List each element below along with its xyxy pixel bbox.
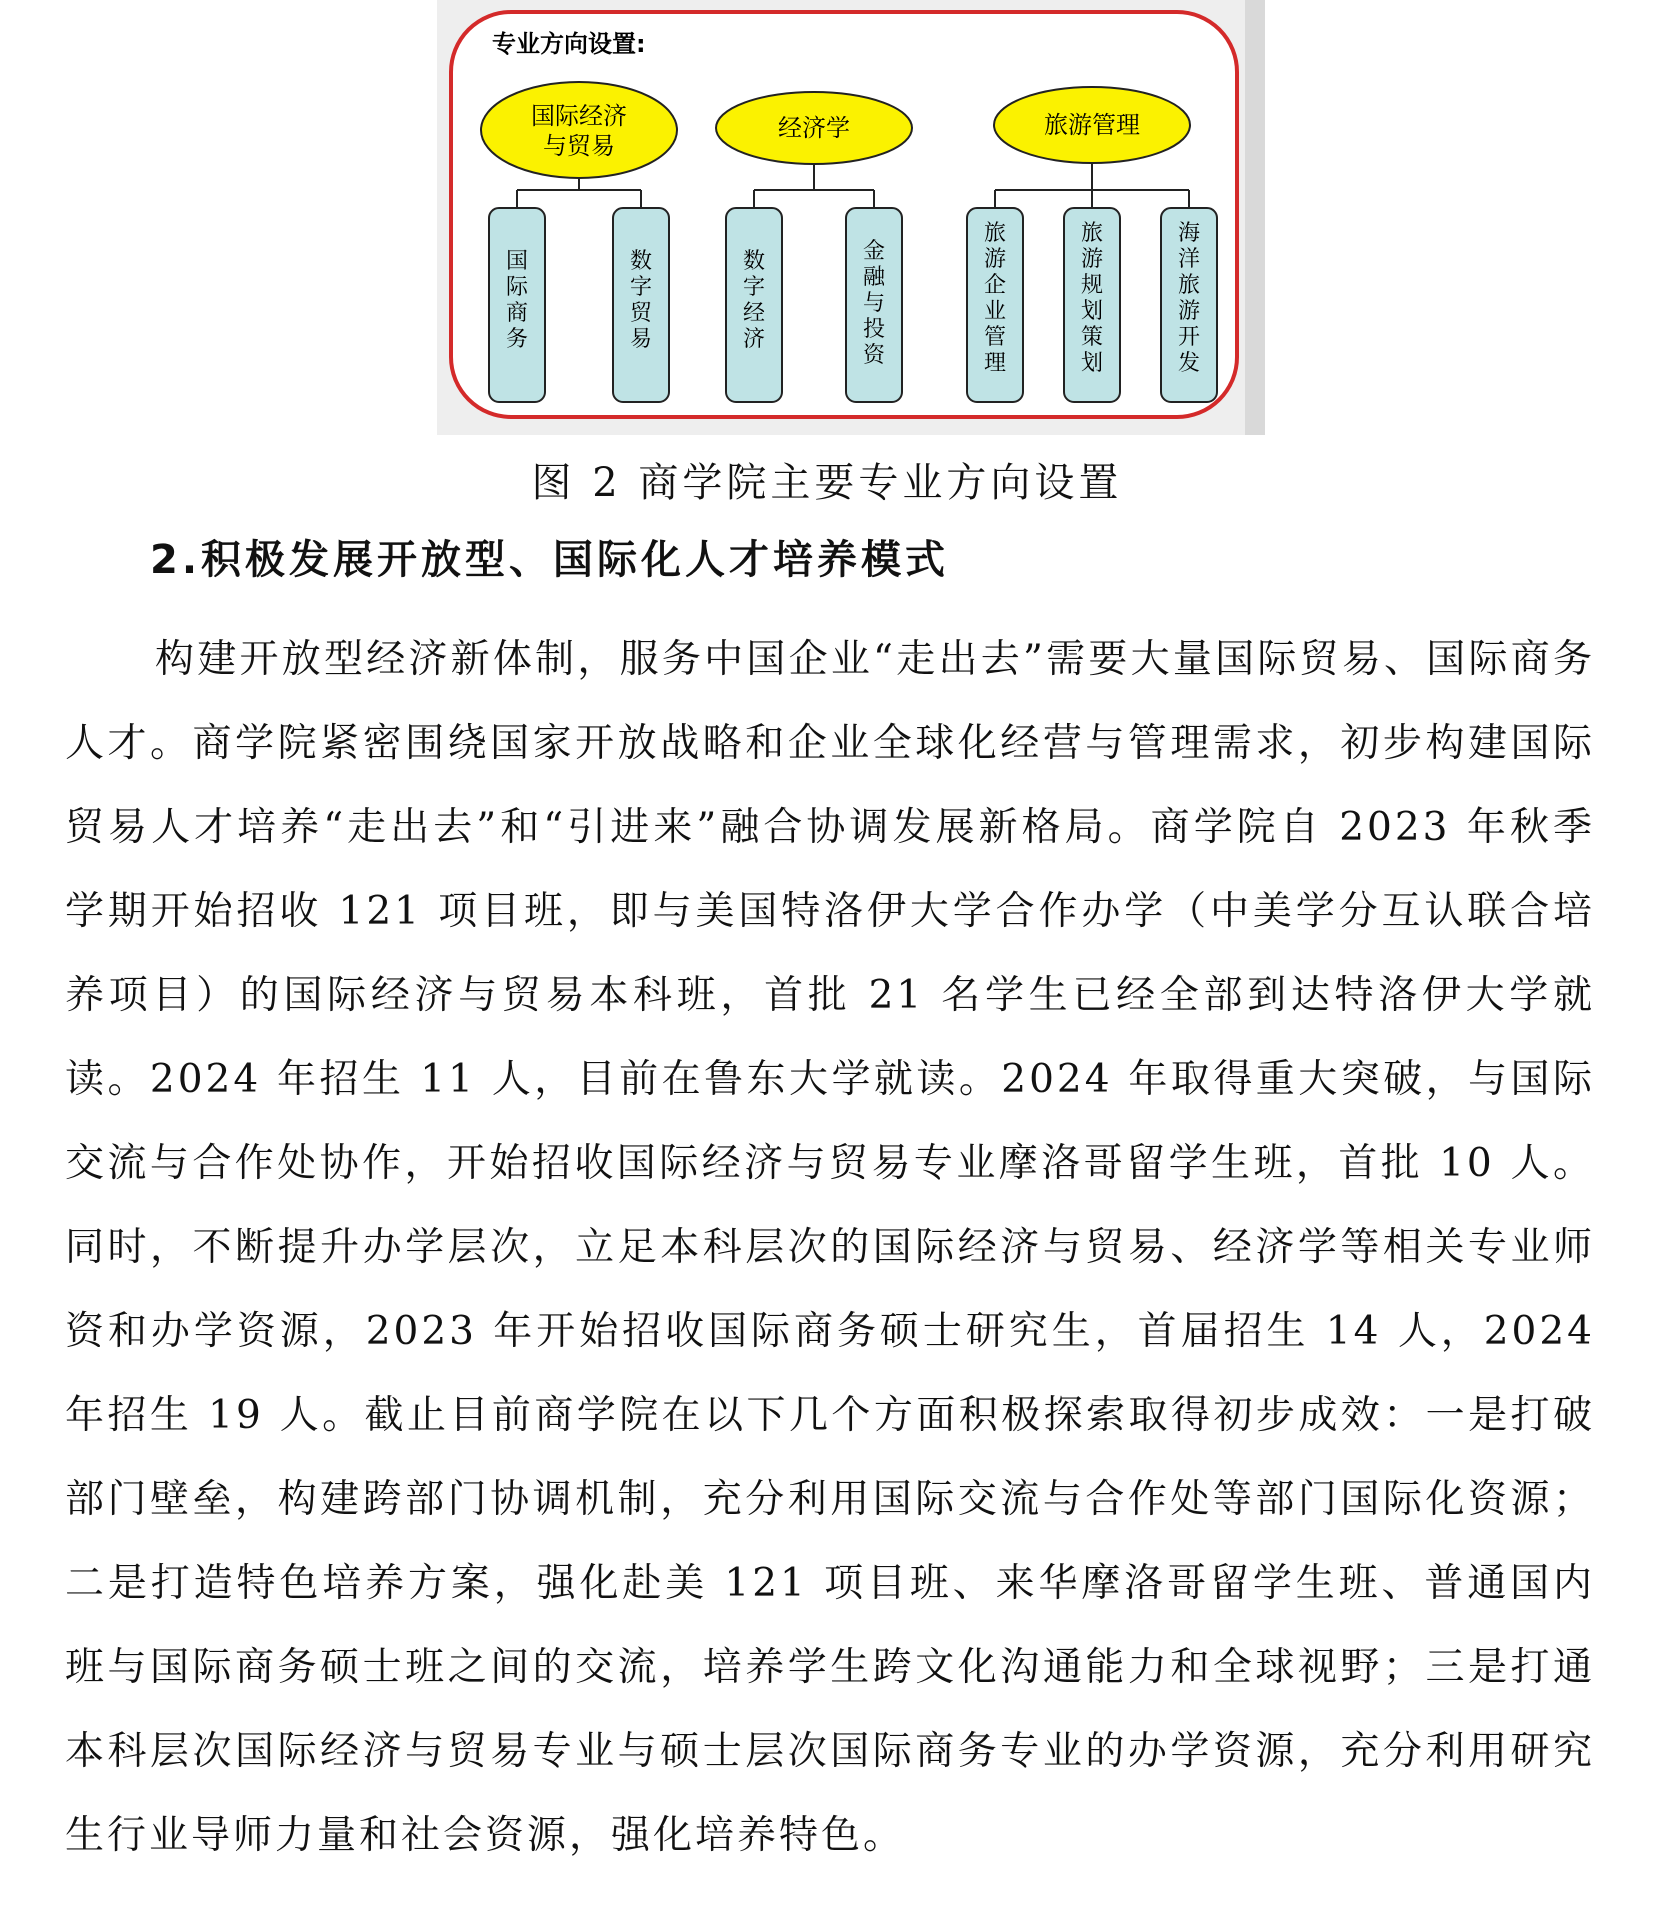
box-char: 经 (742, 301, 766, 326)
box-char: 数 (629, 249, 653, 274)
box-char: 金 (862, 239, 886, 264)
box-char: 投 (862, 317, 886, 342)
ellipse-label-line: 经济学 (778, 114, 850, 142)
box-char: 与 (862, 291, 886, 316)
box-char: 国 (505, 249, 529, 274)
ellipse-intl-econ-trade (481, 82, 677, 178)
box-char: 字 (742, 275, 766, 300)
box-char: 管 (983, 325, 1007, 350)
body-paragraph: 构建开放型经济新体制，服务中国企业“走出去”需要大量国际贸易、国际商务人才。商学院紧密围绕国家开放战略和企业全球化经营与管理需求，初步构建国际贸易人才培养“走出去”和“引进来”融合协调发展新格局。商学院自 2023 年秋季学期开始招收 121 项目班，即与美国特洛伊大学合作办学（中美学分互认联合培养项目）的国际经济与贸易本科班，首批 21 名学生已经全部到达特洛伊大学就读。2024 年招生 11 人，目前在鲁东大学就读。2024 年取得重大突破，与国际交流与合作处协作，开始招收国际经济与贸易专业摩洛哥留学生班，首批 10 人。同时，不断提升办学层次，立足本科层次的国际经济与贸易、经济学等相关专业师资和办学资源，2023 年开始招收国际商务硕士研究生，首届招生 14 人，2024 年招生 19 人。截止目前商学院在以下几个方面积极探索取得初步成效：一是打破部门壁垒，构建跨部门协调机制，充分利用国际交流与合作处等部门国际化资源；二是打造特色培养方案，强化赴美 121 项目班、来华摩洛哥留学生班、普通国内班与国际商务硕士班之间的交流，培养学生跨文化沟通能力和全球视野；三是打通本科层次国际经济与贸易专业与硕士层次国际商务专业的办学资源，充分利用研究生行业导师力量和社会资源，强化培养特色。 (65, 637, 1595, 1858)
box-char: 济 (742, 327, 766, 352)
box-char: 资 (862, 343, 886, 368)
box-char: 划 (1080, 299, 1104, 324)
box-char: 游 (983, 247, 1007, 272)
box-char: 划 (1080, 351, 1104, 376)
box-char: 开 (1177, 325, 1201, 350)
box-char: 企 (983, 273, 1007, 298)
box-char: 旅 (1177, 273, 1201, 298)
diagram-shadow (1245, 0, 1265, 435)
box-char: 洋 (1177, 247, 1201, 272)
box-char: 贸 (629, 301, 653, 326)
box-char: 际 (505, 275, 529, 300)
box-char: 海 (1177, 221, 1201, 246)
ellipse-label-line: 国际经济 (531, 102, 627, 130)
box-char: 务 (505, 327, 529, 352)
box-char: 旅 (983, 221, 1007, 246)
box-char: 策 (1080, 325, 1104, 350)
box-char: 数 (742, 249, 766, 274)
box-char: 字 (629, 275, 653, 300)
section-heading: 2.积极发展开放型、国际化人才培养模式 (150, 537, 950, 583)
diagram-title: 专业方向设置: (492, 30, 646, 58)
ellipse-label-line: 旅游管理 (1044, 111, 1140, 139)
box-char: 旅 (1080, 221, 1104, 246)
box-char: 融 (862, 265, 886, 290)
box-char: 发 (1177, 351, 1201, 376)
figure-caption: 图 2 商学院主要专业方向设置 (531, 460, 1123, 506)
box-char: 商 (505, 301, 529, 326)
box-char: 游 (1080, 247, 1104, 272)
box-char: 易 (629, 327, 653, 352)
box-char: 业 (983, 299, 1007, 324)
box-char: 游 (1177, 299, 1201, 324)
box-char: 规 (1080, 273, 1104, 298)
box-char: 理 (983, 351, 1007, 376)
ellipse-label-line: 与贸易 (543, 132, 615, 160)
major-direction-diagram (437, 0, 1265, 435)
diagram-canvas (437, 0, 1265, 435)
